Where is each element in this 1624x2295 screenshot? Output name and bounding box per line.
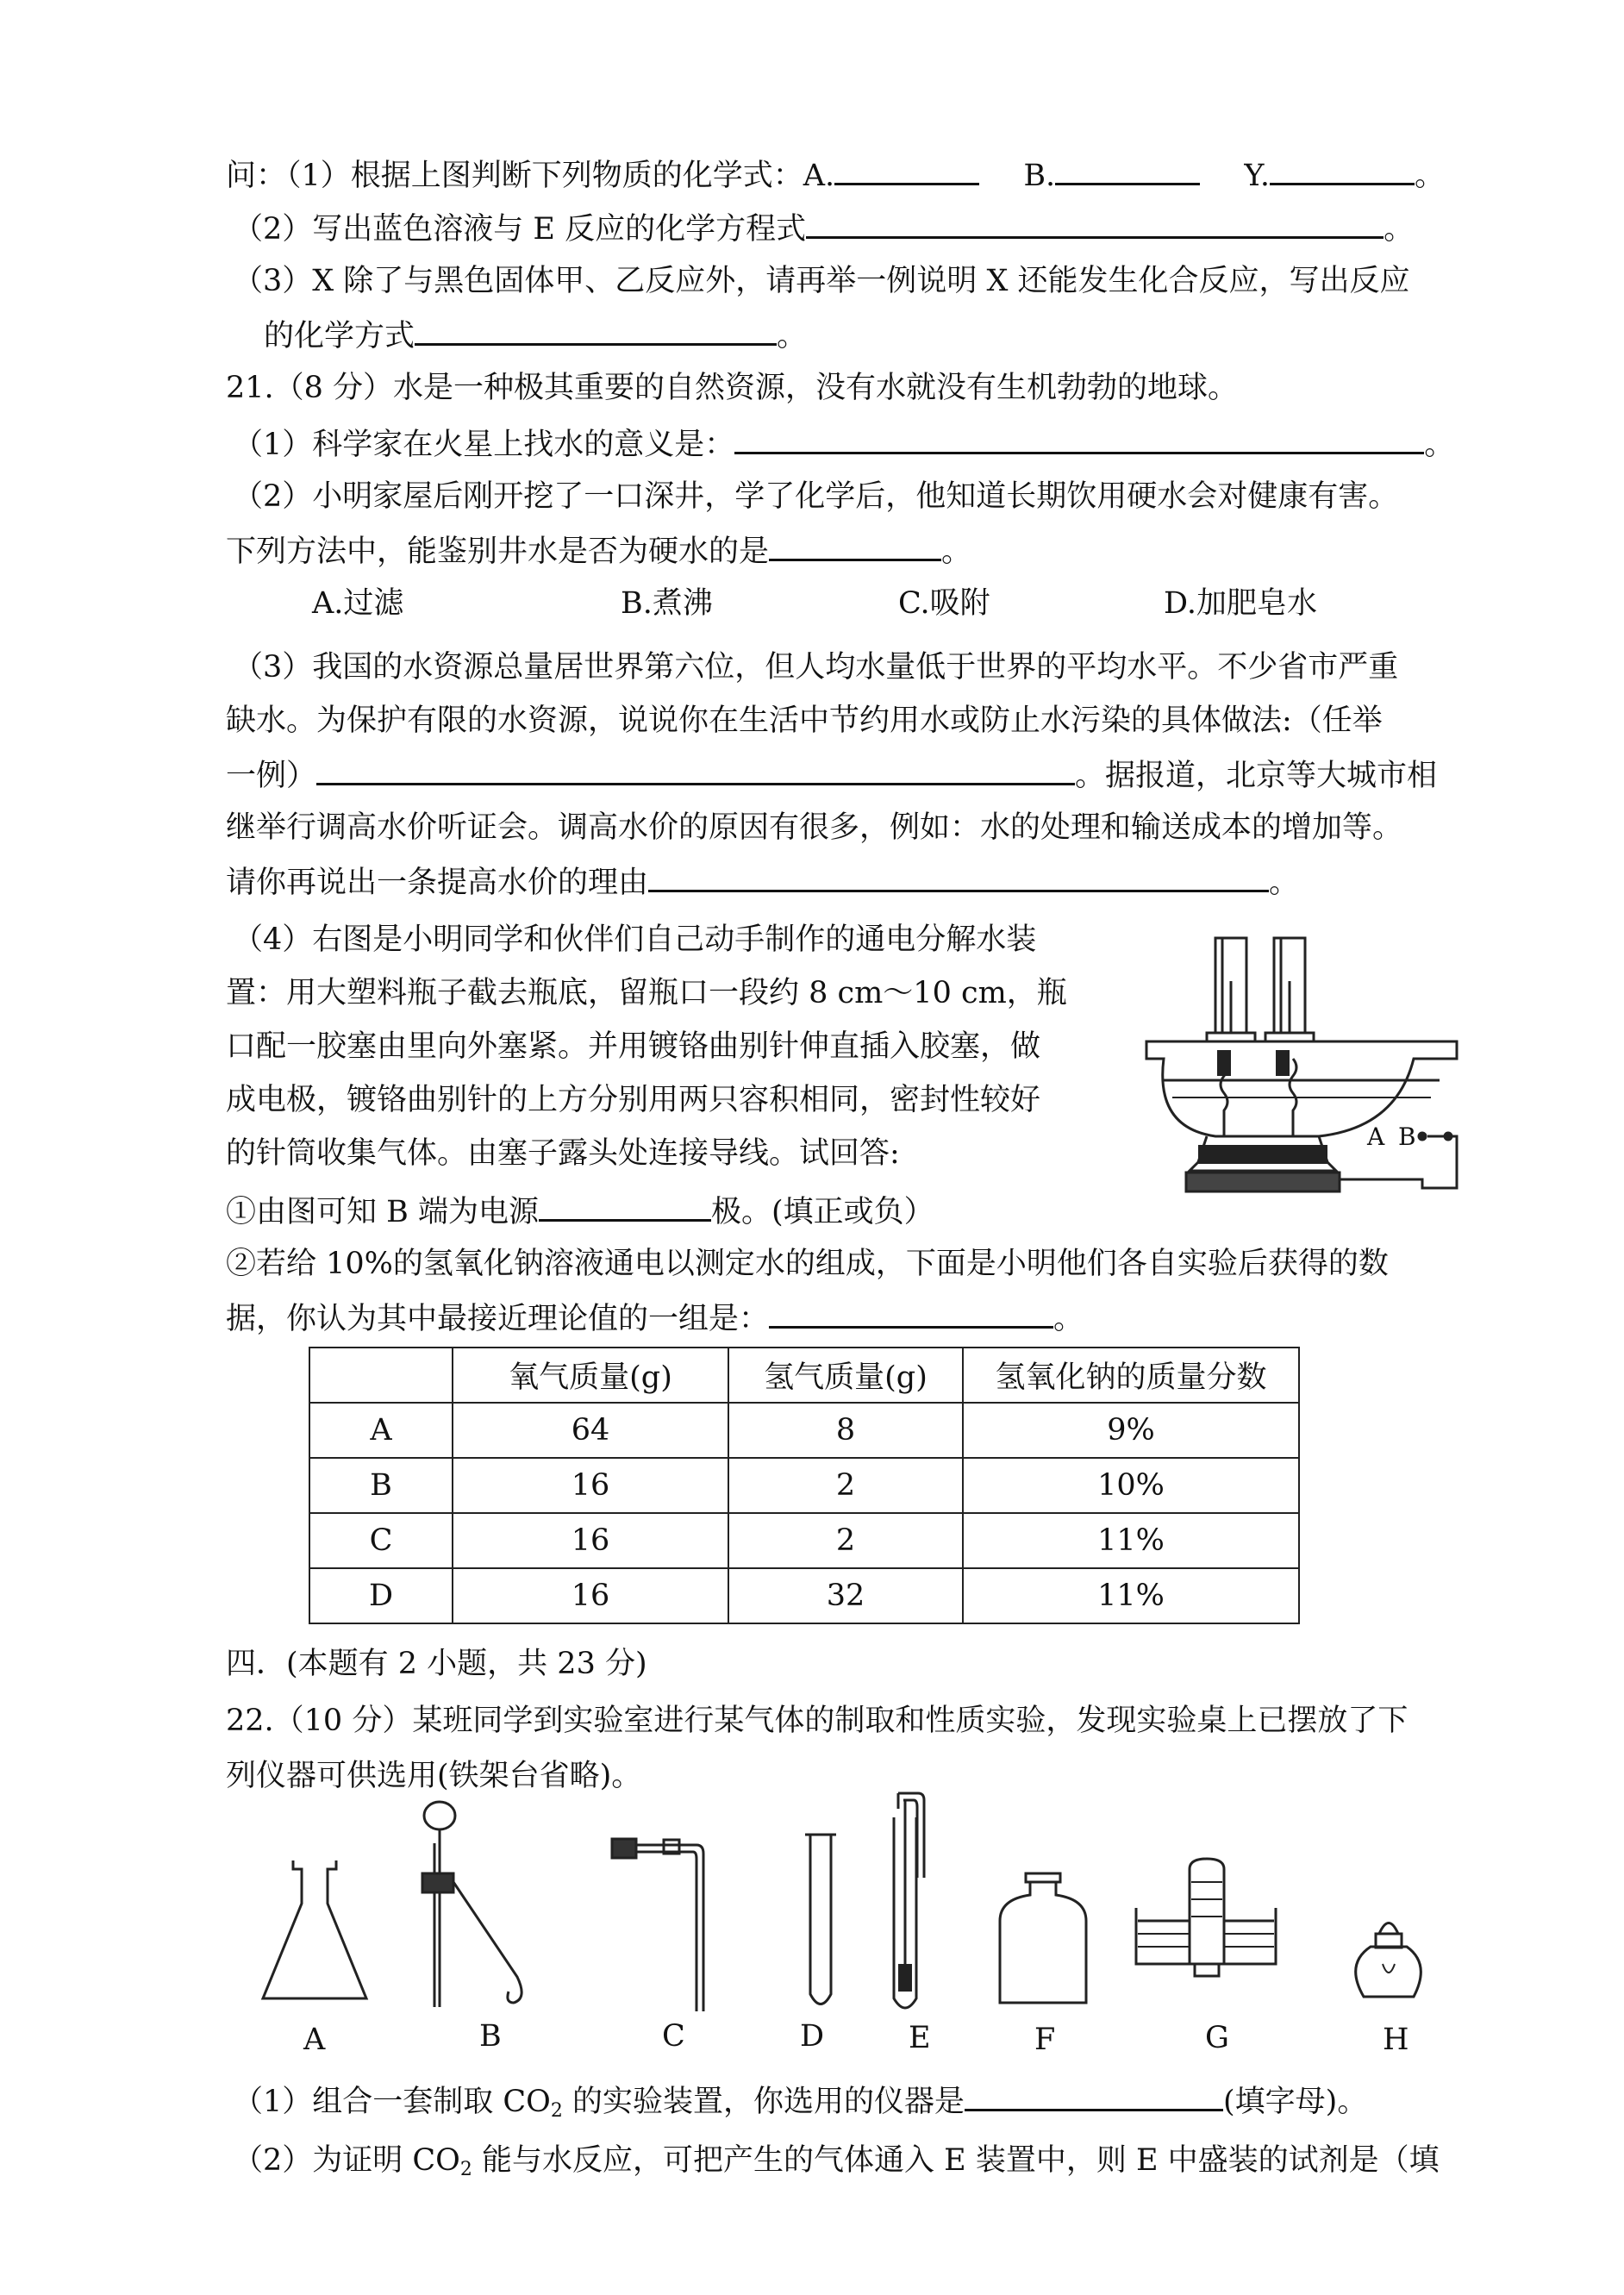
q21-part-3d: 继举行调高水价听证会。调高水价的原因有很多，例如：水的处理和输送成本的增加等。 [226, 810, 1403, 845]
electrolysis-data-table [309, 1347, 1300, 1624]
option-b: B.煮沸 [621, 586, 713, 621]
table-cell: 11% [963, 1568, 1299, 1623]
apparatus-label-g: G [1205, 2021, 1229, 2055]
table-cell: D [309, 1568, 453, 1623]
option-d: D.加肥皂水 [1164, 586, 1317, 621]
apparatus-label-c: C [662, 2019, 685, 2054]
answer-blank-a[interactable] [834, 153, 979, 185]
answer-blank-y[interactable] [1270, 153, 1415, 185]
table-cell: 32 [728, 1568, 963, 1623]
table-cell: A [309, 1403, 453, 1458]
test-tube-icon [805, 1835, 836, 2004]
separatory-funnel-icon [422, 1802, 522, 2007]
answer-blank-water-price[interactable] [648, 860, 1269, 892]
q21-part-4e: 的针筒收集气体。由塞子露头处连接导线。试回答: [226, 1136, 900, 1171]
q21-sub-2a: ②若给 10%的氢氧化钠溶液通电以测定水的组成，下面是小明他们各自实验后获得的数 [226, 1247, 1389, 1281]
terminal-b-label: B [1398, 1122, 1416, 1151]
table-header-cell: 氢氧化钠的质量分数 [963, 1348, 1299, 1403]
table-header-cell: 氧气质量(g) [453, 1348, 728, 1403]
table-row [309, 1568, 1299, 1623]
table-header-row [309, 1348, 1299, 1403]
apparatus-label-a: A [303, 2023, 326, 2057]
table-cell: B [309, 1458, 453, 1513]
answer-blank-apparatus[interactable] [965, 2079, 1223, 2111]
electrolysis-apparatus-figure [1138, 929, 1465, 1214]
apparatus-label-d: D [800, 2019, 825, 2054]
terminal-a-label: A [1367, 1122, 1385, 1151]
q22-heading-2: 列仪器可供选用(铁架台省略)。 [226, 1759, 642, 1793]
table-row [309, 1513, 1299, 1568]
water-trough-icon [1136, 1859, 1276, 1976]
q20-line-2: （2）写出蓝色溶液与 E 反应的化学方程式 。 [233, 207, 1414, 250]
table-cell: 8 [728, 1403, 963, 1458]
table-header-cell [309, 1348, 453, 1403]
q21-part-4a: （4）右图是小明同学和伙伴们自己动手制作的通电分解水装 [233, 922, 1037, 957]
q21-sub-2b: 据，你认为其中最接近理论值的一组是： 。 [226, 1297, 1084, 1340]
q20-line-1: 问：（1）根据上图判断下列物质的化学式：A. B. Y. 。 [226, 153, 1445, 197]
table-cell: 16 [453, 1568, 728, 1623]
q21-part-3e: 请你再说出一条提高水价的理由 。 [226, 860, 1299, 904]
apparatus-label-f: F [1034, 2023, 1056, 2057]
delivery-tube-icon [612, 1839, 703, 2011]
table-cell: C [309, 1513, 453, 1568]
section-4-heading: 四．(本题有 2 小题，共 23 分) [226, 1647, 647, 1681]
q21-part-3c: 一例） 。据报道，北京等大城市相 [226, 754, 1437, 797]
gas-jar-icon [1000, 1873, 1086, 2003]
q20-line-4: 的化学方式 。 [264, 314, 807, 357]
q21-part-2a: （2）小明家屋后刚开挖了一口深井，学了化学后，他知道长期饮用硬水会对健康有害。 [233, 479, 1399, 514]
table-cell: 11% [963, 1513, 1299, 1568]
q21-part-3a: （3）我国的水资源总量居世界第六位，但人均水量低于世界的平均水平。不少省市严重 [233, 650, 1399, 685]
q21-part-3b: 缺水。为保护有限的水资源，说说你在生活中节约用水或防止水污染的具体做法:（任举 [226, 704, 1383, 738]
apparatus-label-e: E [909, 2021, 931, 2055]
lab-apparatus-figure [259, 1792, 1517, 2024]
table-cell: 16 [453, 1513, 728, 1568]
q21-sub-1: ①由图可知 B 端为电源 极。(填正或负） [226, 1190, 934, 1233]
table-cell: 10% [963, 1458, 1299, 1513]
answer-blank-b[interactable] [1055, 153, 1200, 185]
q21-part-4c: 口配一胶塞由里向外塞紧。并用镀铬曲别针伸直插入胶塞，做 [226, 1029, 1041, 1064]
table-cell: 16 [453, 1458, 728, 1513]
table-header-cell: 氢气质量(g) [728, 1348, 963, 1403]
q21-part-4b: 置：用大塑料瓶子截去瓶底，留瓶口一段约 8 cm～10 cm，瓶 [226, 976, 1067, 1010]
table-row [309, 1458, 1299, 1513]
q22-part-1: （1）组合一套制取 $CO_2$ 的实验装置，你选用的仪器是 (填字母)。 [233, 2079, 1367, 2132]
alcohol-lamp-icon [1356, 1923, 1421, 1998]
conical-flask-icon [263, 1860, 366, 1998]
apparatus-label-b: B [479, 2019, 502, 2054]
answer-blank-save-water[interactable] [316, 754, 1075, 785]
option-a: A.过滤 [312, 586, 404, 621]
answer-blank-electrode[interactable] [539, 1190, 711, 1222]
answer-blank-equation-2[interactable] [415, 314, 777, 346]
answer-blank-hard-water[interactable] [769, 529, 941, 561]
q21-part-2b: 下列方法中，能鉴别井水是否为硬水的是 。 [226, 529, 971, 572]
q20-line-3: （3）X 除了与黑色固体甲、乙反应外，请再举一例说明 X 还能发生化合反应，写出反应 [233, 264, 1410, 298]
table-cell: 9% [963, 1403, 1299, 1458]
q22-heading-1: 22.（10 分）某班同学到实验室进行某气体的制取和性质实验，发现实验桌上已摆放了下 [226, 1704, 1409, 1738]
table-cell: 64 [453, 1403, 728, 1458]
q22-part-2: （2）为证明 $CO_2$ 能与水反应，可把产生的气体通入 E 装置中，则 E 中盛装的试剂是（填 [233, 2143, 1440, 2180]
answer-blank-equation-1[interactable] [806, 207, 1384, 239]
option-c: C.吸附 [898, 586, 990, 621]
table-cell: 2 [728, 1513, 963, 1568]
answer-blank-mars-water[interactable] [734, 422, 1424, 454]
q21-part-4d: 成电极，镀铬曲别针的上方分别用两只容积相同，密封性较好 [226, 1083, 1041, 1117]
q21-part-1: （1）科学家在火星上找水的意义是： 。 [233, 422, 1454, 466]
table-row [309, 1403, 1299, 1458]
answer-blank-data-group[interactable] [769, 1297, 1053, 1329]
q21-heading: 21.（8 分）水是一种极其重要的自然资源，没有水就没有生机勃勃的地球。 [226, 371, 1239, 405]
table-cell: 2 [728, 1458, 963, 1513]
apparatus-label-h: H [1383, 2023, 1409, 2057]
